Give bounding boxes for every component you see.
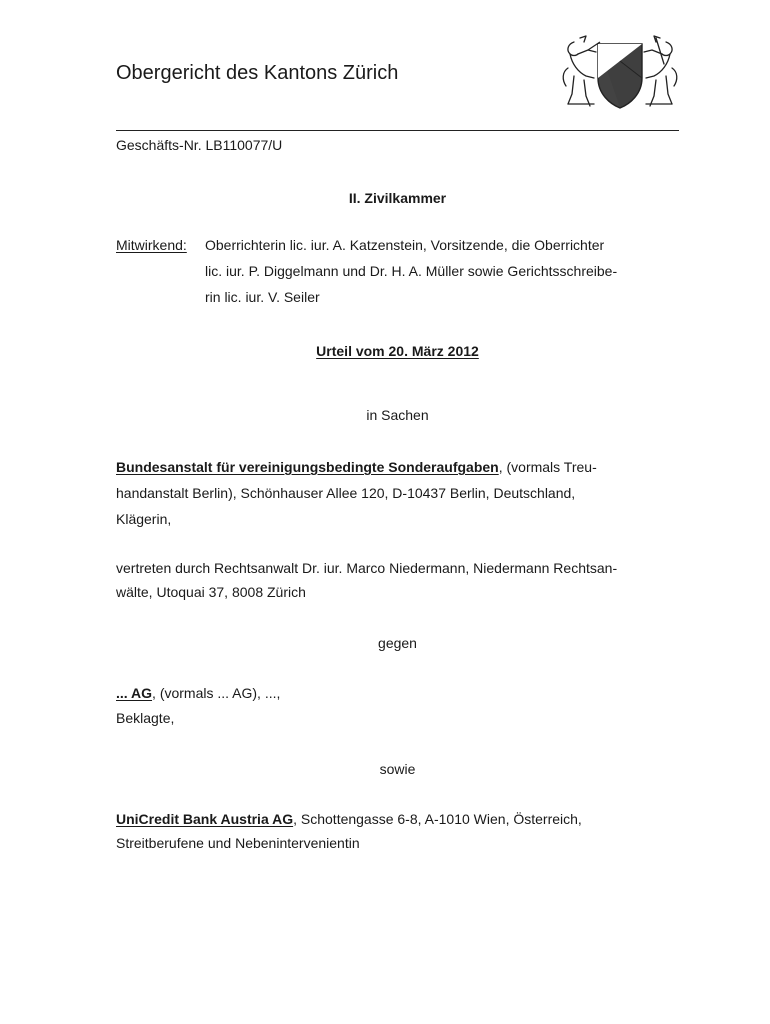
- gegen-label: gegen: [378, 635, 417, 651]
- plaintiff-role: Klägerin,: [116, 511, 172, 527]
- plaintiff-line-1-rest: , (vormals Treu-: [498, 459, 597, 475]
- zurich-coat-of-arms-icon: [560, 34, 680, 114]
- panel-label-text: Mitwirkend:: [116, 237, 187, 253]
- plaintiff-name: Bundesanstalt für vereinigungsbedingte Sonderaufgaben: [116, 459, 499, 475]
- representation-line-1: vertreten durch Rechtsanwalt Dr. iur. Marco Niedermann, Niedermann Rechtsan-: [116, 560, 618, 576]
- defendant-name: ... AG: [116, 685, 153, 701]
- defendant-line-1: [116, 681, 280, 706]
- plaintiff-line-1: [116, 455, 597, 480]
- court-name: Obergericht des Kantons Zürich: [116, 62, 399, 84]
- header-divider: [116, 130, 679, 131]
- defendant-line-1-rest: , (vormals ... AG), ...,: [152, 685, 281, 701]
- intervener-name: UniCredit Bank Austria AG: [116, 811, 294, 827]
- case-number: Geschäfts-Nr. LB110077/U: [116, 137, 283, 153]
- intervener-line-1: [116, 807, 582, 832]
- representation-line-2: wälte, Utoquai 37, 8008 Zürich: [116, 584, 306, 600]
- defendant-role: Beklagte,: [116, 710, 175, 726]
- panel-line: rin lic. iur. V. Seiler: [205, 289, 320, 305]
- chamber-title: II. Zivilkammer: [348, 190, 447, 206]
- judgment-title-text: Urteil vom 20. März 2012: [316, 343, 479, 359]
- sowie-label: sowie: [379, 761, 416, 777]
- judgment-title: [116, 339, 679, 364]
- panel-line: lic. iur. P. Diggelmann und Dr. H. A. Müller sowie Gerichtsschreibe-: [205, 263, 618, 279]
- plaintiff-line-2: handanstalt Berlin), Schönhauser Allee 120, D-10437 Berlin, Deutschland,: [116, 485, 576, 501]
- panel-line: Oberrichterin lic. iur. A. Katzenstein, Vorsitzende, die Oberrichter: [205, 237, 605, 253]
- intervener-role: Streitberufene und Nebenintervenientin: [116, 835, 360, 851]
- intervener-line-1-rest: , Schottengasse 6-8, A-1010 Wien, Österreich,: [293, 811, 582, 827]
- in-sachen-label: in Sachen: [366, 407, 429, 423]
- panel-label: [116, 233, 187, 258]
